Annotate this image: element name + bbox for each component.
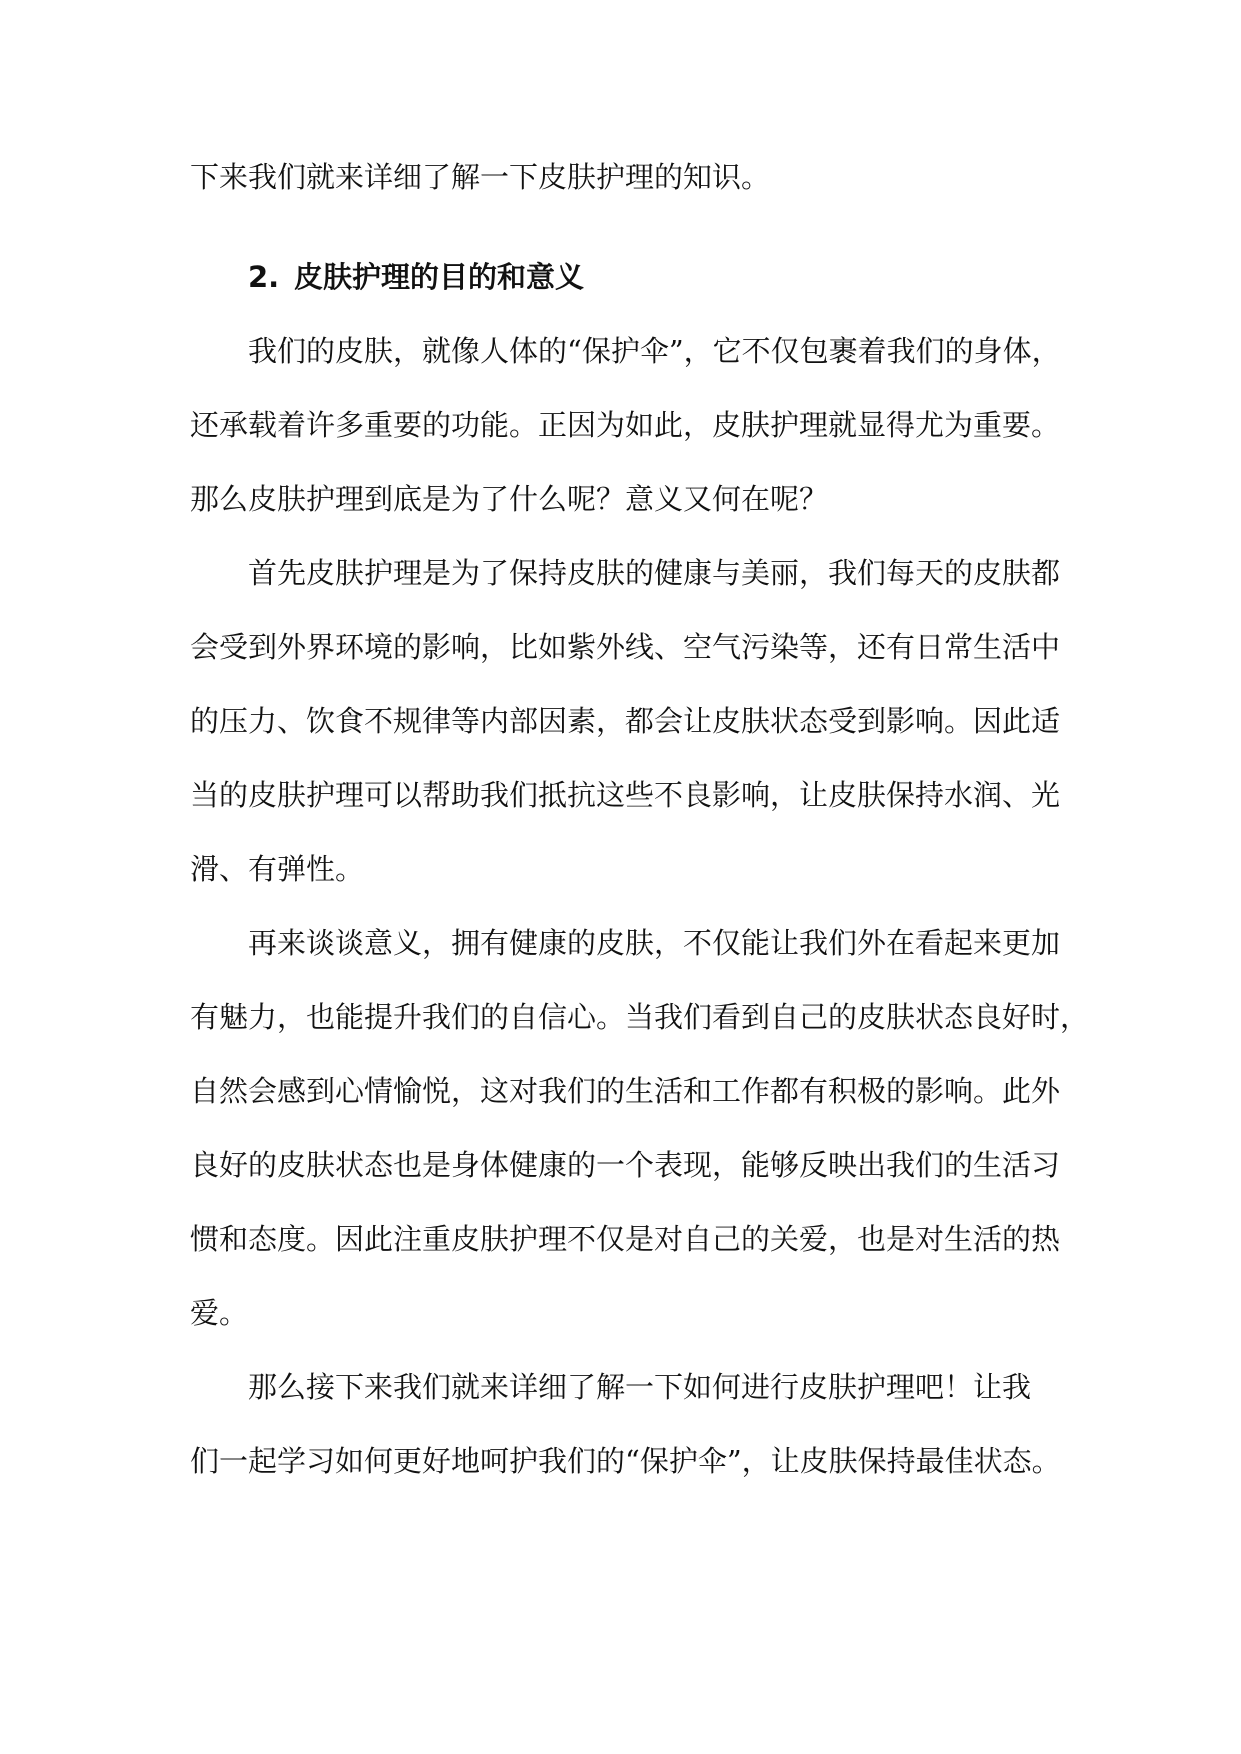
section-number: 2. [248,260,280,294]
paragraph-line: 有魅力，也能提升我们的自信心。当我们看到自己的皮肤状态良好时， [190,1000,1090,1034]
paragraph-line: 滑、有弹性。 [190,852,365,886]
paragraph-line: 惯和态度。因此注重皮肤护理不仅是对自己的关爱，也是对生活的热 [190,1222,1061,1256]
body-text [190,140,1090,1498]
paragraph-line: 再来谈谈意义，拥有健康的皮肤，不仅能让我们外在看起来更加 [248,926,1061,960]
paragraph-line: 首先皮肤护理是为了保持皮肤的健康与美丽，我们每天的皮肤都 [248,556,1061,590]
paragraph-line: 当的皮肤护理可以帮助我们抵抗这些不良影响，让皮肤保持水润、光 [190,778,1061,812]
paragraph-line: 的压力、饮食不规律等内部因素，都会让皮肤状态受到影响。因此适 [190,704,1061,738]
paragraph-line: 自然会感到心情愉悦，这对我们的生活和工作都有积极的影响。此外 [190,1074,1061,1108]
paragraph-line: 还承载着许多重要的功能。正因为如此，皮肤护理就显得尤为重要。 [190,408,1061,442]
paragraph-line: 会受到外界环境的影响，比如紫外线、空气污染等，还有日常生活中 [190,630,1061,664]
paragraph-purpose [190,536,1070,906]
paragraph-line: 那么接下来我们就来详细了解一下如何进行皮肤护理吧！让我 [248,1370,1032,1404]
paragraph-line: 爱。 [190,1296,249,1330]
paragraph-transition [190,1350,1070,1498]
paragraph-line: 良好的皮肤状态也是身体健康的一个表现，能够反映出我们的生活习 [190,1148,1061,1182]
intro-tail-line: 下来我们就来详细了解一下皮肤护理的知识。 [190,160,771,194]
paragraph-meaning [190,906,1090,1350]
paragraph-line: 们一起学习如何更好地呵护我们的“保护伞”，让皮肤保持最佳状态。 [190,1444,1061,1478]
paragraph-purpose-intro [190,314,1070,536]
section-title: 皮肤护理的目的和意义 [294,260,585,294]
paragraph-line: 我们的皮肤，就像人体的“保护伞”，它不仅包裹着我们的身体， [248,334,1061,368]
section-heading [190,240,1070,314]
paragraph-line: 那么皮肤护理到底是为了什么呢？意义又何在呢？ [190,482,829,516]
